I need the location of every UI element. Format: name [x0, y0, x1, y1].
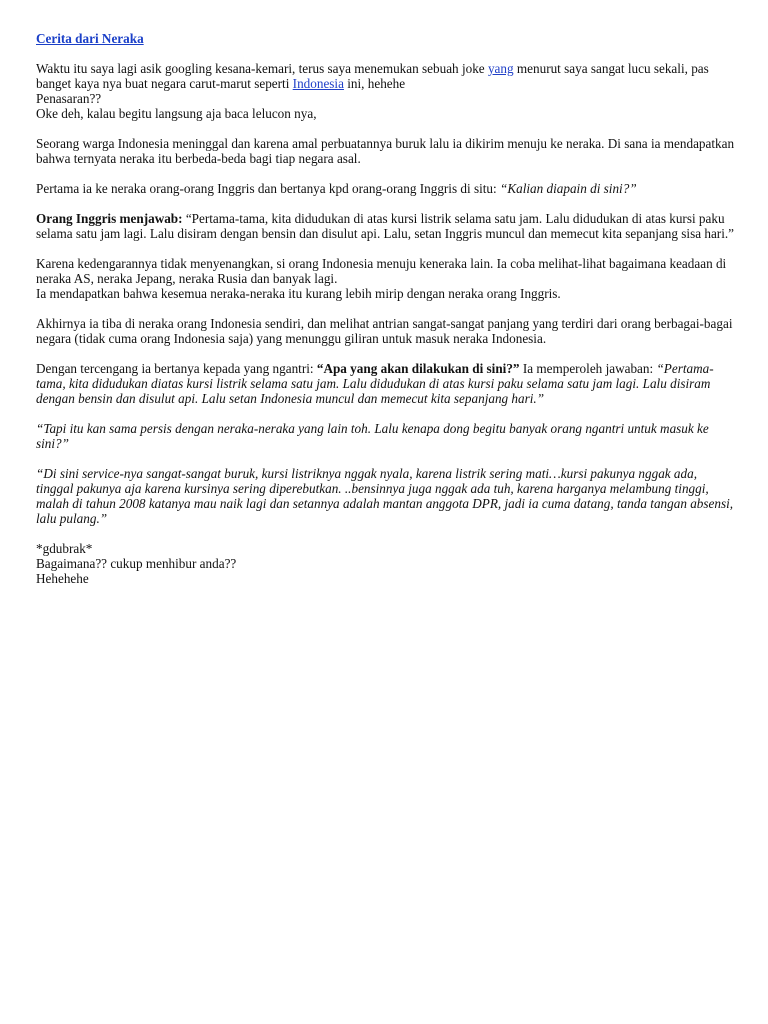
spacer: [36, 451, 736, 466]
paragraph-6-text-b: Ia memperoleh jawaban:: [519, 361, 657, 376]
paragraph-6-answer: “Pertama-tama, kita didudukan diatas kursi listrik selama satu jam. Lalu didudukan di atas kursi paku selama satu jam lagi. Lalu disiram dengan bensin dan disulut api. Lalu setan Indonesia muncul dan memecut kita sepanjang hari.”: [36, 361, 714, 406]
spacer: [36, 121, 736, 136]
paragraph-6-bold-quote: “Apa yang akan dilakukan di sini?”: [316, 361, 520, 376]
link-indonesia[interactable]: Indonesia: [292, 76, 344, 91]
spacer: [36, 241, 736, 256]
paragraph-8: “Di sini service-nya sangat-sangat buruk, kursi listriknya nggak nyala, karena listrik sering mati…kursi pakunya nggak ada, tinggal pakunya aja karena kursinya sering diperebutkan. ..bensinnya juga nggak ada tuh, karena harganya melambung tinggi, malah di tahun 2008 katanya mau naik lagi dan setannya adalah mantan anggota DPR, jadi ia cuma datang, tanda tangan absensi, lalu pulang.”: [36, 466, 734, 526]
paragraph-4-line-2: Ia mendapatkan bahwa kesemua neraka-neraka itu kurang lebih mirip dengan neraka orang Inggris.: [36, 286, 561, 301]
paragraph-7: “Tapi itu kan sama persis dengan neraka-neraka yang lain toh. Lalu kenapa dong begitu banyak orang ngantri untuk masuk ke sini?”: [36, 421, 709, 451]
paragraph-6-text-a: Dengan tercengang ia bertanya kepada yang ngantri:: [36, 361, 317, 376]
spacer: [36, 346, 736, 361]
closing-line-1: *gdubrak*: [36, 541, 93, 556]
paragraph-2-quote: “Kalian diapain di sini?”: [499, 181, 637, 196]
intro-text-b: menurut saya sangat lucu sekali, pas banget kaya nya buat negara carut-marut seperti: [36, 61, 709, 91]
intro-paragraph: [36, 61, 736, 91]
spacer: [36, 196, 736, 211]
link-yang[interactable]: yang: [487, 61, 514, 76]
paragraph-6: [36, 361, 736, 406]
paragraph-5: Akhirnya ia tiba di neraka orang Indonesia sendiri, dan melihat antrian sangat-sangat panjang yang terdiri dari orang berbagai-bagai negara (tidak cuma orang Indonesia saja) yang menunggu giliran untuk masuk neraka Indonesia.: [36, 316, 733, 346]
intro-line-penasaran: Penasaran??: [36, 91, 102, 106]
spacer: [36, 301, 736, 316]
closing-line-2: Bagaimana?? cukup menhibur anda??: [36, 556, 237, 571]
spacer: [36, 166, 736, 181]
paragraph-2-text: Pertama ia ke neraka orang-orang Inggris dan bertanya kpd orang-orang Inggris di situ:: [36, 181, 500, 196]
paragraph-3: [36, 211, 736, 241]
paragraph-2: [36, 181, 736, 196]
paragraph-4-line-1: Karena kedengarannya tidak menyenangkan, si orang Indonesia menuju keneraka lain. Ia coba melihat-lihat bagaimana keadaan di neraka AS, neraka Jepang, neraka Rusia dan banyak lagi.: [36, 256, 727, 286]
page-title[interactable]: Cerita dari Neraka: [36, 31, 144, 46]
intro-text-a: Waktu itu saya lagi asik googling kesana-kemari, terus saya menemukan sebuah joke: [36, 61, 488, 76]
spacer: [36, 526, 736, 541]
spacer: [36, 46, 736, 61]
spacer: [36, 406, 736, 421]
intro-text-c: ini, hehehe: [343, 76, 406, 91]
paragraph-1: Seorang warga Indonesia meninggal dan karena amal perbuatannya buruk lalu ia dikirim menuju ke neraka. Di sana ia mendapatkan bahwa ternyata neraka itu berbeda-beda bagi tiap negara asal.: [36, 136, 735, 166]
document-body: [36, 31, 736, 586]
intro-line-oke: Oke deh, kalau begitu langsung aja baca lelucon nya,: [36, 106, 317, 121]
paragraph-3-label: Orang Inggris menjawab:: [36, 211, 183, 226]
closing-line-3: Hehehehe: [36, 571, 89, 586]
paragraph-3-text: “Pertama-tama, kita didudukan di atas kursi listrik selama satu jam. Lalu didudukan di atas kursi paku selama satu jam lagi. Lalu disiram dengan bensin dan disulut api. Lalu, setan Inggris muncul dan memecut kita sepanjang sisa hari.”: [36, 211, 735, 241]
